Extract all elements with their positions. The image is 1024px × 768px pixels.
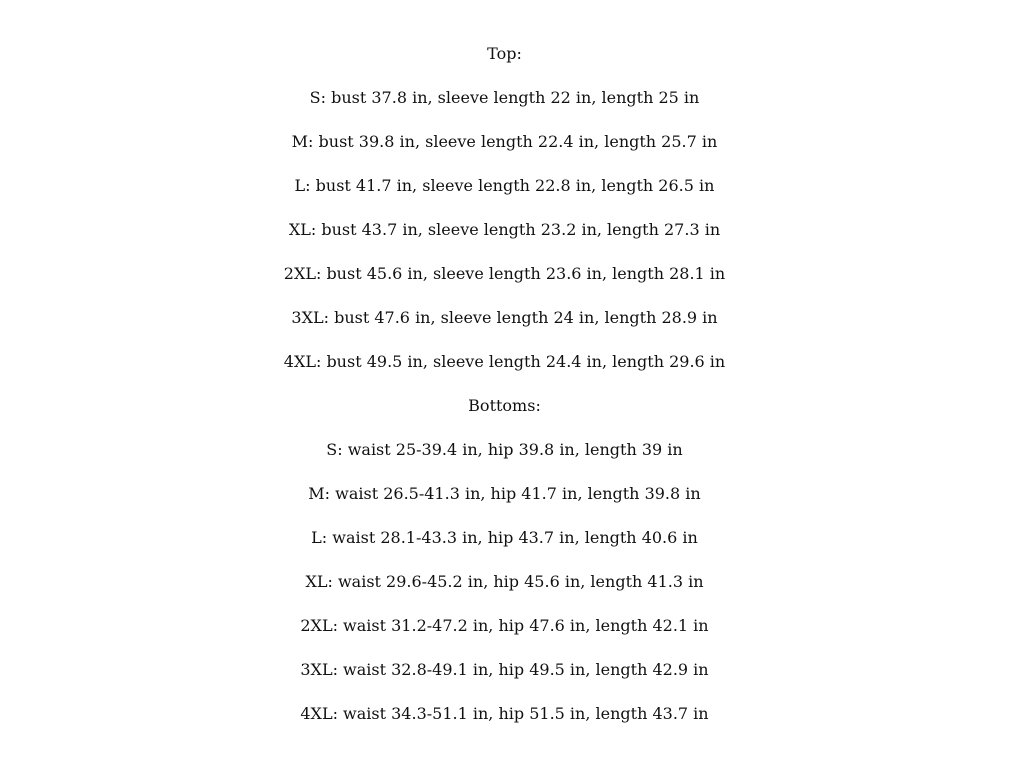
top-size-xl: XL: bust 43.7 in, sleeve length 23.2 in, length 27.3 in [288,220,721,239]
bottoms-heading: Bottoms: [468,396,541,415]
top-heading: Top: [487,44,522,63]
top-size-m: M: bust 39.8 in, sleeve length 22.4 in, length 25.7 in [291,132,718,151]
bottoms-size-4xl: 4XL: waist 34.3-51.1 in, hip 51.5 in, length 43.7 in [300,704,709,723]
bottoms-size-s: S: waist 25-39.4 in, hip 39.8 in, length 39 in [326,440,683,459]
top-size-s: S: bust 37.8 in, sleeve length 22 in, length 25 in [309,88,700,107]
bottoms-size-3xl: 3XL: waist 32.8-49.1 in, hip 49.5 in, length 42.9 in [300,660,709,679]
top-size-2xl: 2XL: bust 45.6 in, sleeve length 23.6 in, length 28.1 in [283,264,726,283]
bottoms-size-xl: XL: waist 29.6-45.2 in, hip 45.6 in, length 41.3 in [305,572,704,591]
bottoms-size-2xl: 2XL: waist 31.2-47.2 in, hip 47.6 in, length 42.1 in [300,616,709,635]
top-size-3xl: 3XL: bust 47.6 in, sleeve length 24 in, length 28.9 in [291,308,718,327]
top-size-l: L: bust 41.7 in, sleeve length 22.8 in, length 26.5 in [294,176,715,195]
bottoms-size-m: M: waist 26.5-41.3 in, hip 41.7 in, length 39.8 in [308,484,701,503]
top-size-4xl: 4XL: bust 49.5 in, sleeve length 24.4 in, length 29.6 in [283,352,726,371]
bottoms-size-l: L: waist 28.1-43.3 in, hip 43.7 in, length 40.6 in [311,528,698,547]
